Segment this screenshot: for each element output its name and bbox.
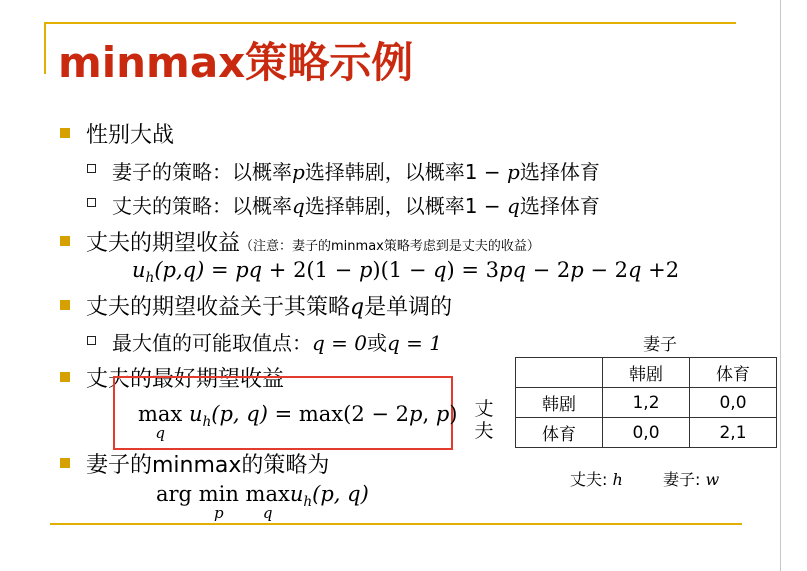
payoff-col-header: 韩剧 xyxy=(603,358,690,388)
bullet-wife-minmax: 妻子的minmax的策略为 xyxy=(86,453,330,478)
bullet-battle-of-sexes: 性别大战 xyxy=(86,123,175,148)
row-player-label: 丈夫 xyxy=(474,398,494,442)
payoff-row-header: 韩剧 xyxy=(516,388,603,418)
legend: 丈夫: h 妻子: w xyxy=(570,470,720,489)
sub-bullet-icon xyxy=(87,198,96,207)
bullet-monotonic: 丈夫的期望收益关于其策略q是单调的 xyxy=(86,295,453,320)
sub-bullet-icon xyxy=(87,164,96,173)
sub-bullet-wife-strategy: 妻子的策略：以概率p选择韩剧，以概率1 − p选择体育 xyxy=(112,160,600,184)
bullet-husband-best-payoff: 丈夫的最好期望收益 xyxy=(86,367,285,392)
sub-bullet-max-points: 最大值的可能取值点：q = 0或q = 1 xyxy=(112,331,442,355)
payoff-row xyxy=(516,418,777,448)
bullet-square-icon xyxy=(60,300,70,310)
bullet-square-icon xyxy=(60,236,70,246)
bullet-square-icon xyxy=(60,458,70,468)
bullet-square-icon xyxy=(60,128,70,138)
column-player-label: 妻子 xyxy=(643,335,677,355)
top-rule xyxy=(44,22,736,24)
payoff-matrix xyxy=(515,357,777,448)
best-payoff-formula: max q $u_h(p$, q) = max(2 − 2p, p) xyxy=(138,402,458,442)
bottom-rule xyxy=(50,523,742,525)
expected-payoff-formula: $u_h(p,q)$ = pq + 2(1 − p)(1 − q) = 3pq − 2p − 2q +2 xyxy=(132,258,680,287)
payoff-col-header: 体育 xyxy=(690,358,777,388)
payoff-cell: 0,0 xyxy=(690,388,777,418)
payoff-cell: 2,1 xyxy=(690,418,777,448)
sub-bullet-husband-strategy: 丈夫的策略：以概率q选择韩剧，以概率1 − q选择体育 xyxy=(112,194,600,218)
bullet-husband-expected-payoff: 丈夫的期望收益（注意：妻子的minmax策略考虑到是丈夫的收益） xyxy=(86,231,540,256)
bullet-square-icon xyxy=(60,372,70,382)
legend-husband: 丈夫: xyxy=(570,470,613,489)
payoff-header-row xyxy=(516,358,777,388)
slide-title: minmax策略示例 xyxy=(58,38,414,87)
payoff-cell: 0,0 xyxy=(603,418,690,448)
legend-wife: 妻子: xyxy=(662,470,706,489)
payoff-row-header: 体育 xyxy=(516,418,603,448)
left-rule xyxy=(44,22,46,74)
wife-minmax-formula: arg min p max q $u_h(p$, q) xyxy=(156,482,369,522)
payoff-row xyxy=(516,388,777,418)
payoff-corner-cell xyxy=(516,358,603,388)
payoff-cell: 1,2 xyxy=(603,388,690,418)
slide-edge xyxy=(780,0,781,571)
sub-bullet-icon xyxy=(87,336,96,345)
